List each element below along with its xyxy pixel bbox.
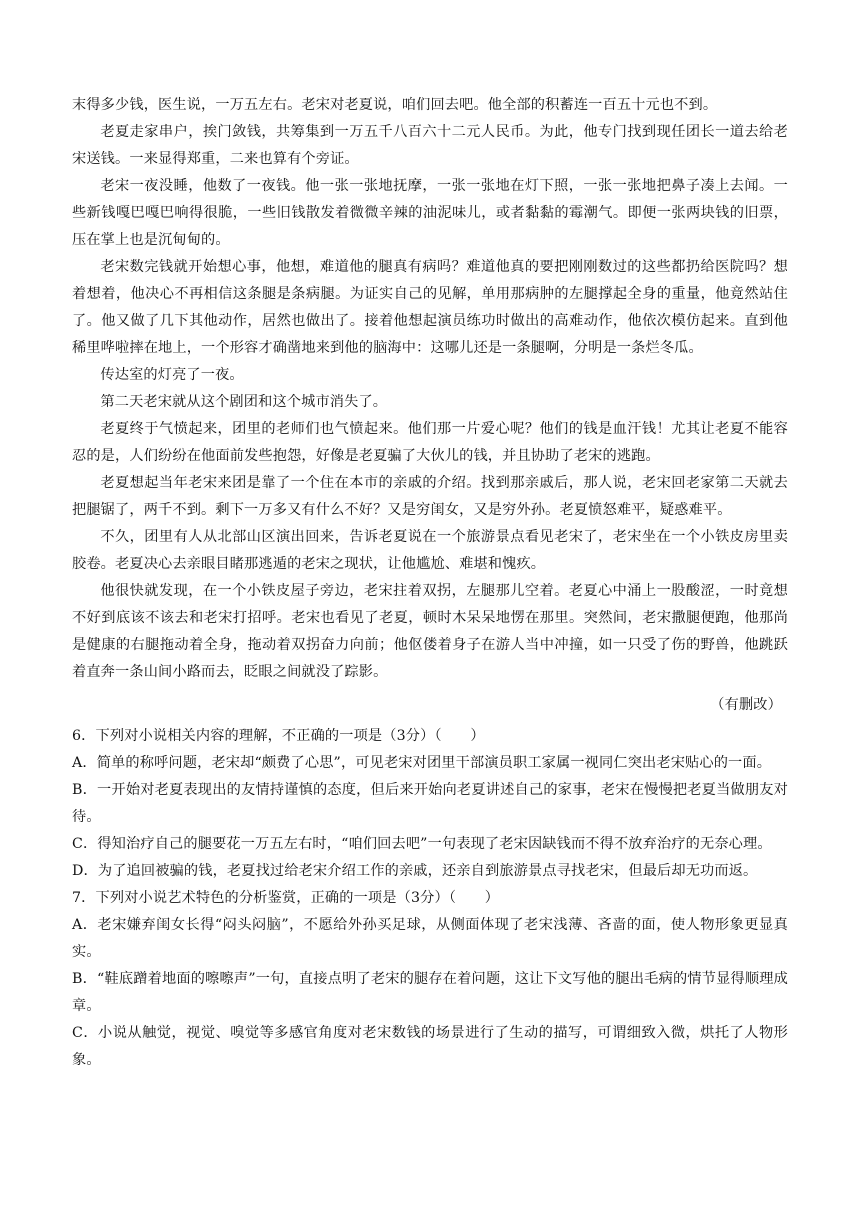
- passage-paragraph: 老宋数完钱就开始想心事，他想，难道他的腿真有病吗？难道他真的要把刚刚数过的这些都扔给医院吗？想着想着，他决心不再相信这条腿是条病腿。为证实自己的见解，单用那病肿的左腿撑起全身的重量，他竟然站住了。他又做了几下其他动作，居然也做出了。接着他想起演员练功时做出的高难动作，他依次模仿起来。直到他稀里哗啦摔在地上，一个形容才确凿地来到他的脑海中：这哪儿还是一条腿啊，分明是一条烂冬瓜。: [72, 259, 788, 356]
- passage-paragraph: 末得多少钱，医生说，一万五左右。老宋对老夏说，咱们回去吧。他全部的积蓄连一百五十元也不到。: [72, 97, 718, 113]
- option-c: C．小说从触觉，视觉、嗅觉等多感官角度对老宋数钱的场景进行了生动的描写，可谓细致入微，烘托了人物形象。: [72, 1025, 788, 1068]
- passage-paragraph: 第二天老宋就从这个剧团和这个城市消失了。: [100, 394, 388, 410]
- question-stem: 6．下列对小说相关内容的理解，不正确的一项是（3分）（ ）: [72, 728, 485, 744]
- passage-paragraph: 不久，团里有人从北部山区演出回来，告诉老夏说在一个旅游景点看见老宋了，老宋坐在一个小铁皮房里卖胶卷。老夏决心去亲眼目睹那逃遁的老宋之现状，让他尴尬、难堪和愧疚。: [72, 529, 788, 572]
- passage-paragraph: 老宋一夜没睡，他数了一夜钱。他一张一张地抚摩，一张一张地在灯下照，一张一张地把鼻子凑上去闻。一些新钱嘎巴嘎巴响得很脆，一些旧钱散发着微微辛辣的油泥味儿，或者黏黏的霉潮气。即便一张两块钱的旧票，压在掌上也是沉甸甸的。: [72, 178, 788, 248]
- passage-paragraph: 传达室的灯亮了一夜。: [100, 367, 244, 383]
- passage-paragraph: 他很快就发现，在一个小铁皮屋子旁边，老宋拄着双拐，左腿那儿空着。老夏心中涌上一股酸涩，一时竟想不好到底该不该去和老宋打招呼。老宋也看见了老夏，顿时木呆呆地愣在那里。突然间，老宋撒腿便跑，他那尚是健康的右腿拖动着全身，拖动着双拐奋力向前；他伛偻着身子在游人当中冲撞，如一只受了伤的野兽，他跳跃着直奔一条山间小路而去，眨眼之间就没了踪影。: [72, 583, 788, 680]
- story-passage: [72, 92, 788, 686]
- passage-paragraph: 老夏走家串户，挨门敛钱，共筹集到一万五千八百六十二元人民币。为此，他专门找到现任团长一道去给老宋送钱。一来显得郑重，二来也算有个旁证。: [72, 124, 788, 167]
- option-b: B．“鞋底蹭着地面的嚓嚓声”一句，直接点明了老宋的腿存在着问题，这让下文写他的腿出毛病的情节显得顺理成章。: [72, 971, 788, 1014]
- passage-paragraph: 老夏终于气愤起来，团里的老师们也气愤起来。他们那一片爱心呢？他们的钱是血汗钱！尤其让老夏不能容忍的是，人们纷纷在他面前发些抱怨，好像是老夏骗了大伙儿的钱，并且协助了老宋的逃跑。: [72, 421, 788, 464]
- option-a: A．简单的称呼问题，老宋却“颇费了心思”，可见老宋对团里干部演员职工家属一视同仁突出老宋贴心的一面。: [72, 755, 772, 771]
- question-stem: 7．下列对小说艺术特色的分析鉴赏，正确的一项是（3分）（ ）: [72, 890, 500, 906]
- option-c: C．得知治疗自己的腿要花一万五左右时，“咱们回去吧”一句表现了老宋因缺钱而不得不放弃治疗的无奈心理。: [72, 836, 772, 852]
- passage-paragraph: 老夏想起当年老宋来团是靠了一个住在本市的亲戚的介绍。找到那亲戚后，那人说，老宋回老家第二天就去把腿锯了，两千不到。剩下一万多又有什么不好？又是穷闺女，又是穷外孙。老夏愤怒难平，疑惑难平。: [72, 475, 788, 518]
- option-a: A．老宋嫌弃闺女长得“闷头闷脑”，不愿给外孙买足球，从侧面体现了老宋浅薄、吝啬的面，使人物形象更显真实。: [72, 917, 788, 960]
- source-note: （有删改）: [710, 697, 782, 713]
- option-b: B．一开始对老夏表现出的友情持谨慎的态度，但后来开始向老夏讲述自己的家事，老宋在慢慢把老夏当做朋友对待。: [72, 782, 788, 825]
- option-d: D．为了追回被骗的钱，老夏找过给老宋介绍工作的亲戚，还亲自到旅游景点寻找老宋，但最后却无功而返。: [72, 863, 758, 879]
- question-6: [72, 723, 788, 885]
- question-7: [72, 885, 788, 1074]
